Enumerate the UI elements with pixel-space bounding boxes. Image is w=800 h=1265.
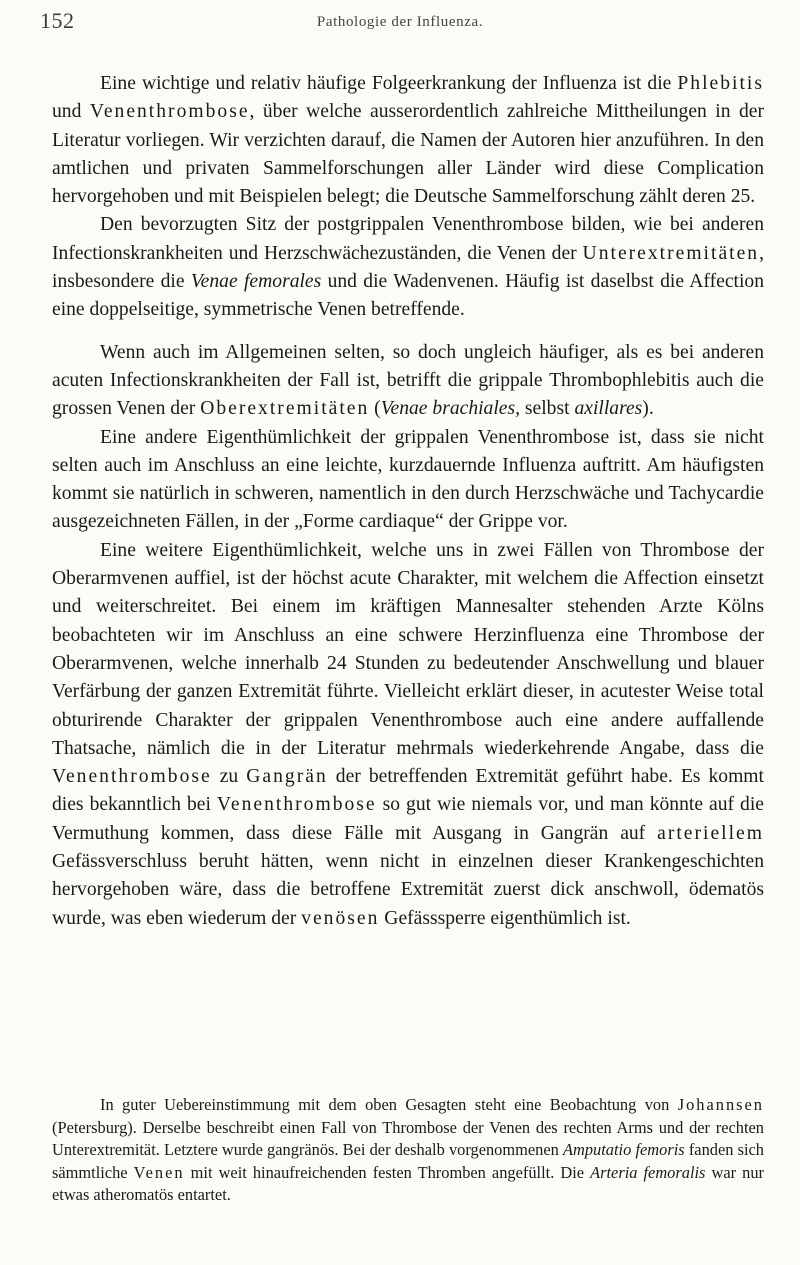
italic-term: Venae femorales: [190, 271, 322, 293]
paragraph-phlebitis: [52, 70, 764, 211]
text-run: (: [369, 398, 381, 420]
spaced-term: Phlebitis: [677, 73, 764, 94]
spaced-term: Venenthrombose: [52, 766, 212, 788]
text-run: (Petersburg). Derselbe beschreibt einen Fall von Thrombose der Venen des rechten Arms und der rechten Unterextremität. Letztere wurde gangränös. Bei der deshalb vorgenommenen: [52, 1117, 764, 1160]
text-run: und: [52, 101, 90, 123]
text-run: Wenn auch im Allgemeinen selten, so doch ungleich häufiger, als es bei anderen acuten Infectionskrankheiten der Fall ist, betrifft die grippale Thrombophlebitis auch die grossen Venen der: [52, 341, 764, 420]
paragraph-preferred-site: [52, 211, 764, 324]
italic-term: Arteria femoralis: [590, 1162, 706, 1182]
text-run: so gut wie niemals vor, und man könnte auf die Vermuthung kommen, dass diese Fälle mit Ausgang in Gangrän auf: [52, 794, 764, 844]
paragraph-other-peculiarity: Eine andere Eigenthümlichkeit der grippalen Venenthrombose ist, dass sie nicht selten auch im Anschluss an eine leichte, kurzdauernde Influenza auftritt. Am häufigsten kommt sie natürlich in schweren, namentlich in den durch Herzschwäche und Tachycardie ausgezeichneten Fällen, in der „Forme cardiaque“ der Grippe vor.: [52, 426, 764, 533]
text-run: , über welche ausserordentlich zahlreiche Mittheilungen in der Literatur vorliegen. Wir verzichten darauf, die Namen der Autoren hier anzuführen. In den amtlichen und privaten Sammelforschungen aller Länder wird diese Complication hervorgehoben und mit Beispielen belegt; die Deutsche Sammelforschung zählt deren 25.: [52, 101, 764, 208]
italic-term: axillares: [574, 398, 643, 420]
main-text: [52, 70, 764, 933]
footnote-block: [52, 1094, 764, 1207]
text-run: Gefässsperre eigenthümlich ist.: [379, 907, 631, 929]
text-run: ).: [642, 398, 654, 420]
text-run: fanden sich sämmtliche: [52, 1140, 765, 1182]
author-name: Johannsen: [677, 1095, 764, 1114]
text-run: zu: [211, 766, 247, 788]
text-run: war nur etwas atheromatös entartet.: [52, 1162, 764, 1205]
spaced-term: Venen: [133, 1162, 185, 1182]
italic-term: Amputatio femoris: [563, 1140, 685, 1160]
spaced-term: Oberextremitäten: [200, 398, 370, 420]
italic-term: Venae brachiales: [380, 398, 516, 420]
spaced-term: venösen: [301, 907, 380, 929]
text-run: , insbesondere die: [52, 242, 764, 293]
spaced-term: Gangrän: [246, 766, 328, 788]
text-run: , selbst: [515, 398, 575, 420]
text-run: der betreffenden Extremität geführt habe. Es kommt dies bekanntlich bei: [52, 766, 764, 816]
page-number: 152: [40, 8, 75, 33]
spaced-term: arteriellem: [657, 822, 764, 844]
paragraph-acute-character: [52, 537, 764, 933]
spaced-term: Venenthrombose: [216, 794, 377, 816]
footnote-paragraph: [52, 1094, 764, 1207]
spaced-term: Venenthrombose: [89, 101, 250, 123]
text-run: Den bevorzugten Sitz der postgrippalen Venenthrombose bilden, wie bei anderen Infectionskrankheiten und Herzschwächezuständen, die Venen der: [52, 214, 764, 264]
text-run: In guter Uebereinstimmung mit dem oben Gesagten steht eine Beobachtung von: [100, 1095, 678, 1114]
page-header: [40, 8, 760, 44]
text-run: Eine wichtige und relativ häufige Folgeerkrankung der Influenza ist die: [100, 73, 678, 94]
paragraph-upper-extremities: [52, 339, 764, 424]
text-run: und die Wadenvenen. Häufig ist daselbst die Affection eine doppelseitige, symmetrische Venen betreffende.: [52, 271, 764, 321]
spaced-term: Unterextremitäten: [582, 242, 760, 264]
text-run: Eine weitere Eigenthümlichkeit, welche uns in zwei Fällen von Thrombose der Oberarmvenen auffiel, ist der höchst acute Charakter, mit welchem die Affection einsetzt und weiterschreitet. Bei einem im kräftigen Mannesalter stehenden Arzte Kölns beobachteten wir im Anschluss an eine schwere Herzinfluenza eine Thrombose der Oberarmvenen, welche innerhalb 24 Stunden zu bedeutender Anschwellung und blauer Verfärbung der ganzen Extremität führte. Vielleicht erklärt dieser, in acutester Weise total obturirende Charakter der grippalen Venenthrombose auch eine andere auffallende Thatsache, nämlich die in der Literatur mehrmals wiederkehrende Angabe, dass die: [52, 539, 764, 759]
text-run: Gefässverschluss beruht hätten, wenn nicht in einzelnen dieser Krankengeschichten hervorgehoben wäre, dass die betroffene Extremität zuerst dick anschwoll, ödematös wurde, was eben wiederum der: [52, 851, 764, 929]
text-run: mit weit hinaufreichenden festen Thromben angefüllt. Die: [184, 1162, 591, 1182]
running-title: Pathologie der Influenza.: [316, 14, 484, 30]
